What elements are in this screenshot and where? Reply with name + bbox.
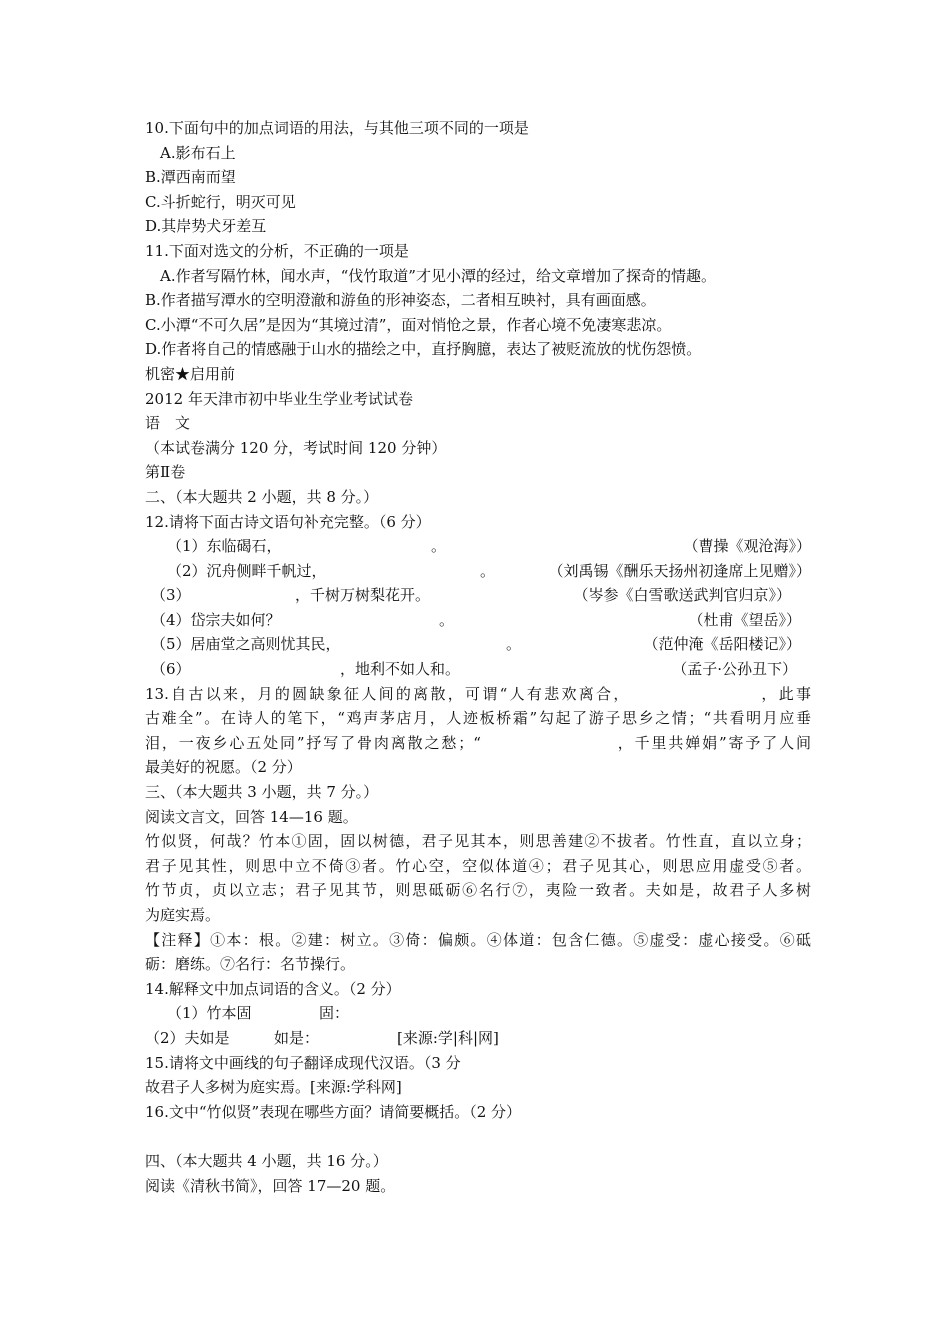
q12-item-3-end: ，千树万树梨花开。 [295, 586, 431, 605]
q14-item-1-answer-label: 固： [319, 1004, 350, 1023]
q13-line-2: 古难全”。在诗人的笔下，“鸡声茅店月，人迹板桥霜”勾起了游子思乡之情；“共看明月应垂 [145, 709, 811, 728]
q12-stem: 12.请将下面古诗文语句补充完整。（6 分） [145, 512, 431, 531]
passage-line-4: 为庭实焉。 [145, 906, 221, 924]
section3-intro: 阅读文言文，回答 14—16 题。 [145, 807, 358, 826]
q11-option-b: B.作者描写潭水的空明澄澈和游鱼的形神姿态，二者相互映衬，具有画面感。 [145, 291, 656, 310]
q14-stem: 14.解释文中加点词语的含义。（2 分） [145, 979, 401, 998]
q10-option-d: D.其岸势犬牙差互 [145, 217, 267, 236]
q13-line-1: 13.自古以来，月的圆缺象征人间的离散，可谓“人有悲欢离合， ，此事 [145, 684, 811, 703]
section3-title: 三、（本大题共 3 小题，共 7 分。） [145, 783, 379, 802]
q12-item-2-text: （2）沉舟侧畔千帆过， [167, 561, 327, 580]
q12-item-5-text: （5）居庙堂之高则忧其民， [151, 635, 341, 654]
section2-title: 二、（本大题共 2 小题，共 8 分。） [145, 487, 379, 506]
section4-title: 四、（本大题共 4 小题，共 16 分。） [145, 1151, 388, 1170]
q10-option-a: A.影布石上 [160, 143, 236, 162]
q12-item-6-source: （孟子·公孙丑下） [672, 660, 797, 679]
confidential-label: 机密★启用前 [145, 364, 236, 383]
notes-line-2: 砺：磨练。⑦名行：名节操行。 [145, 955, 356, 974]
q14-source-tag: [来源:学|科|网] [397, 1028, 499, 1047]
q12-item-4-text: （4）岱宗夫如何？ [151, 610, 281, 629]
q10-stem: 10.下面句中的加点词语的用法，与其他三项不同的一项是 [145, 119, 529, 137]
q15-sentence: 故君子人多树为庭实焉。[来源:学科网] [145, 1078, 402, 1097]
q13-line-3: 泪，一夜乡心五处同”抒写了骨肉离散之愁；“ ，千里共婵娟”寄予了人间 [145, 733, 811, 752]
q11-stem: 11.下面对选文的分析，不正确的一项是 [145, 241, 409, 260]
notes-line-1: 【注释】①本：根。②建：树立。③倚：偏颇。④体道：包含仁德。⑤虚受：虚心接受。⑥砥 [145, 930, 811, 949]
q12-item-1 [145, 534, 811, 559]
q16-stem: 16.文中“竹似贤”表现在哪些方面？请简要概括。（2 分） [145, 1102, 522, 1121]
q12-item-1-end: 。 [431, 537, 447, 556]
passage-line-3: 竹节贞，贞以立志；君子见其节，则思砥砺⑥名行⑦，夷险一致者。夫如是，故君子人多树 [145, 881, 811, 900]
q14-item-1 [145, 1001, 811, 1026]
q12-item-4-end: 。 [439, 610, 455, 629]
q12-item-6 [145, 657, 811, 682]
q12-item-2 [145, 559, 811, 584]
q13-line-4: 最美好的祝愿。（2 分） [145, 758, 302, 777]
answer-space [145, 1124, 811, 1149]
q14-item-2-answer-label: 如是： [274, 1028, 320, 1047]
q11-option-a: A.作者写隔竹林，闻水声，“伐竹取道”才见小潭的经过，给文章增加了探奇的情趣。 [160, 266, 716, 285]
q12-item-3-source: （岑参《白雪歌送武判官归京》） [573, 586, 791, 605]
volume-label: 第Ⅱ卷 [145, 463, 186, 482]
q14-item-1-text: （1）竹本固 [167, 1004, 252, 1023]
q12-item-2-end: 。 [480, 561, 496, 580]
q12-item-5-source: （范仲淹《岳阳楼记》） [643, 635, 801, 654]
q12-item-4-source: （杜甫《望岳》） [688, 610, 801, 629]
q12-item-4 [145, 608, 811, 633]
q12-item-6-end: ，地利不如人和。 [340, 660, 461, 679]
q11-option-c: C.小潭“不可久居”是因为“其境过清”，面对悄怆之景，作者心境不免凄寒悲凉。 [145, 315, 672, 334]
exam-title: 2012 年天津市初中毕业生学业考试试卷 [145, 389, 413, 408]
q12-item-1-source: （曹操《观沧海》） [683, 537, 811, 556]
q12-item-6-text: （6） [151, 660, 191, 679]
section4-intro: 阅读《清秋书简》，回答 17—20 题。 [145, 1176, 396, 1195]
passage-line-1: 竹似贤，何哉？竹本①固，固以树德，君子见其本，则思善建②不拔者。竹性直，直以立身； [145, 832, 811, 851]
q12-item-2-source: （刘禹锡《酬乐天扬州初逢席上见赠》） [548, 561, 811, 580]
q15-stem: 15.请将文中画线的句子翻译成现代汉语。（3 分 [145, 1053, 461, 1072]
q12-item-3 [145, 583, 811, 608]
q12-item-1-text: （1）东临碣石， [167, 537, 282, 556]
subject-title: 语 文 [145, 414, 191, 433]
q12-item-5 [145, 632, 811, 657]
passage-line-2: 君子见其性，则思中立不倚③者。竹心空，空似体道④；君子见其心，则思应用虚受⑤者。 [145, 856, 811, 875]
q14-item-2-text: （2）夫如是 [145, 1028, 230, 1047]
exam-page [145, 116, 811, 1198]
q12-item-3-text: （3） [151, 586, 191, 605]
exam-note: （本试卷满分 120 分，考试时间 120 分钟） [145, 438, 447, 457]
q14-item-2 [145, 1026, 811, 1051]
q11-option-d: D.作者将自己的情感融于山水的描绘之中，直抒胸臆，表达了被贬流放的忧伤怨愤。 [145, 340, 702, 359]
q10-option-b: B.潭西南而望 [145, 168, 236, 187]
q10-option-c: C.斗折蛇行，明灭可见 [145, 192, 296, 211]
q12-item-5-end: 。 [506, 635, 522, 654]
